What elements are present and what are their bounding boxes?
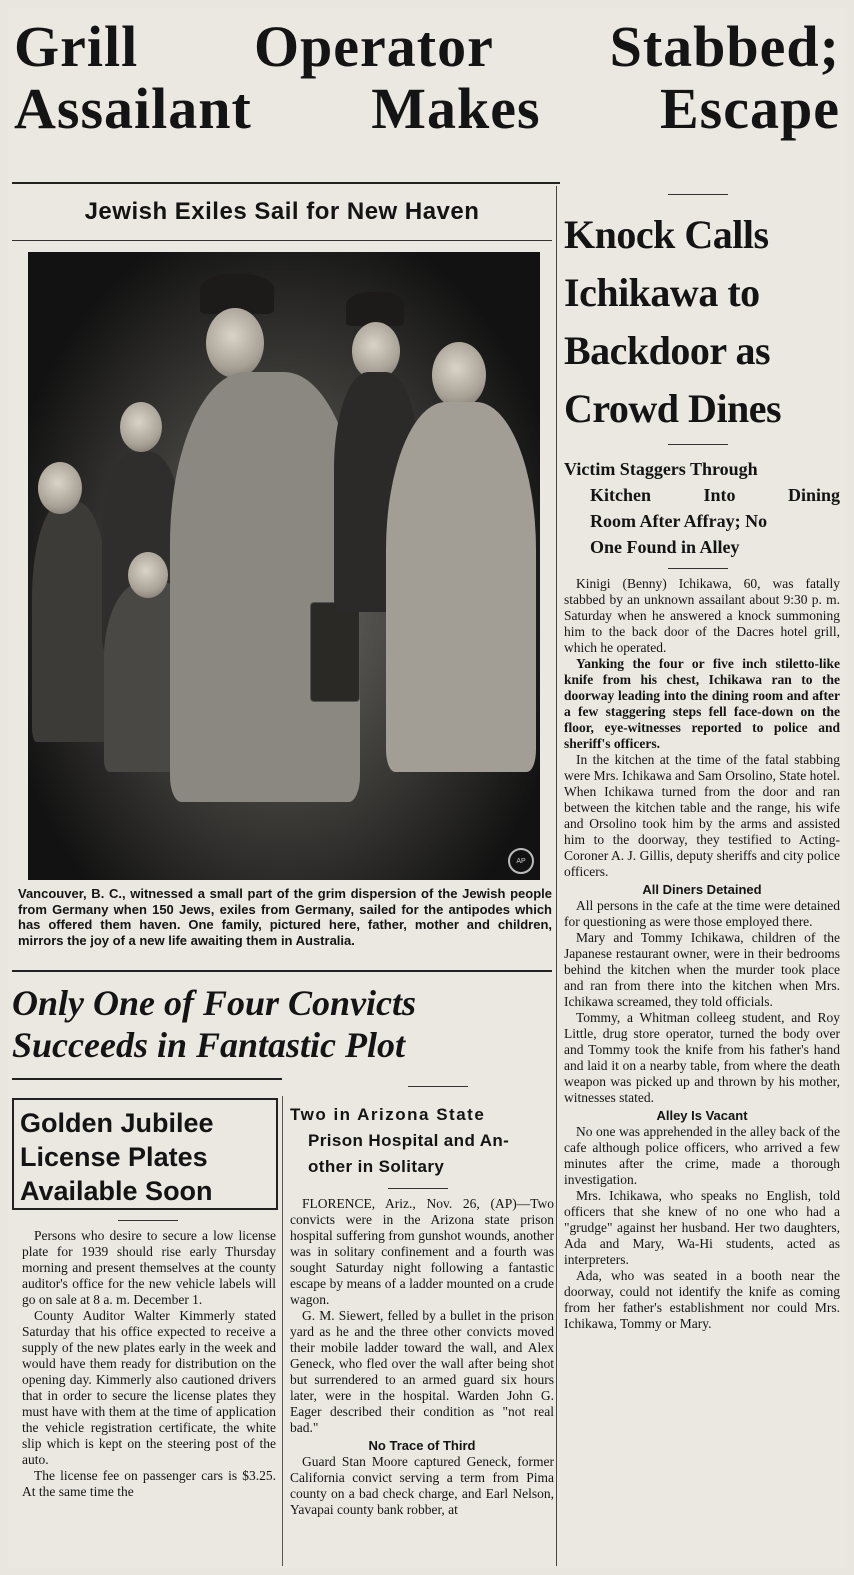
subheadline-line: One Found in Alley [590, 537, 740, 557]
photo-caption: Vancouver, B. C., witnessed a small part of the grim dispersion of the Jewish people from Germany when 150 Jews, exiles from Germany, sailed for the antipodes which has offered them haven. One family, pictured here, father, mother and children, mirrors the joy of a new life awaiting them in Australia. [18, 886, 552, 948]
arizona-headline-line: Prison Hospital and An- [308, 1131, 510, 1150]
headline-word: Assailant [14, 76, 252, 141]
subheadline-line: Room After Affray; No [590, 511, 768, 531]
jubilee-headline-line: License Plates [20, 1142, 208, 1172]
subhead: All Diners Detained [642, 882, 762, 897]
subhead: Alley Is Vacant [656, 1108, 748, 1123]
divider [668, 444, 728, 445]
paragraph: County Auditor Walter Kimmerly stated Saturday that his office expected to receive a supply of the new plates early in the week and would have them ready for distribution on the opening day. Kimmerly also cautioned drivers that in order to secure the license plates they must have with them at the time of application the vehicle registration certificate, the white slip which is kept on the steering post of the auto. [22, 1308, 276, 1467]
paragraph: Tommy, a Whitman colleeg student, and Roy Little, drug store operator, turned the body over and Tommy took the knife from his father's hand and laid it on a nearby table, from where the death weapon was picked up and thrown by his mother, witnesses stated. [564, 1010, 840, 1105]
jubilee-headline [20, 1106, 270, 1208]
paragraph: Kinigi (Benny) Ichikawa, 60, was fatally stabbed by an unknown assailant about 9:30 p. m. Saturday when he answered a knock summoning him to the back door of the Dacres hotel grill, which he operated. [564, 576, 840, 655]
headline-word: Operator [253, 14, 494, 79]
divider [118, 1220, 178, 1221]
divider [12, 970, 552, 972]
divider [12, 182, 560, 184]
paragraph: Mary and Tommy Ichikawa, children of the Japanese restaurant owner, were in their bedrooms behind the kitchen when the murder took place and ran from there into the kitchen when Mrs. Ichikawa screamed, they told officials. [564, 930, 840, 1009]
divider [408, 1086, 468, 1087]
arizona-headline [290, 1102, 554, 1180]
jubilee-headline-line: Golden Jubilee [20, 1108, 214, 1138]
knock-headline [564, 206, 846, 438]
paragraph: No one was apprehended in the alley back of the cafe although police officers, who arrived a few minutes after the crime, made a thorough investigation. [564, 1124, 840, 1187]
subheadline-word: Kitchen [590, 485, 651, 505]
subheadline-word: Dining [787, 485, 840, 505]
knock-headline-line: Knock Calls [564, 212, 769, 257]
divider [12, 240, 552, 241]
headline-word: Makes [371, 76, 541, 141]
divider [12, 1078, 282, 1080]
knock-subheadline [564, 456, 840, 560]
paragraph: Ada, who was seated in a booth near the doorway, could not identify the knife as coming from her father's establishment nor could Mrs. Ichikawa, Tommy or Mary. [564, 1268, 840, 1331]
knock-headline-line: Crowd Dines [564, 386, 782, 431]
subheadline-word: Into [703, 485, 736, 505]
divider [668, 568, 728, 569]
paragraph: Mrs. Ichikawa, who speaks no English, told officers that she knew of no one who had a "grudge" against her husband. Her two daughters, Ada and Mary, Wa-Hi students, acted as interpreters. [564, 1188, 840, 1267]
photo-title: Jewish Exiles Sail for New Haven [84, 198, 480, 225]
arizona-article-body [290, 1196, 554, 1518]
subhead: No Trace of Third [368, 1438, 476, 1453]
paragraph: Guard Stan Moore captured Geneck, former California convict serving a term from Pima county on a bad check charge, and Earl Nelson, Yavapai county bank robber, at [290, 1454, 554, 1517]
headline-word: Stabbed; [609, 14, 840, 79]
knock-article-body [564, 576, 840, 1332]
convicts-headline-line: Succeeds in Fantastic Plot [12, 1025, 406, 1065]
jubilee-article-body [22, 1228, 276, 1500]
family-photo [28, 252, 540, 880]
divider [668, 194, 728, 195]
paragraph: G. M. Siewert, felled by a bullet in the prison yard as he and the three other convicts moved their mobile ladder toward the wall, and Alex Geneck, who fled over the wall after being shot but surrendered to an armed guard six hours later, were in the hospital. Warden John G. Eager described their condition as "not real bad." [290, 1308, 554, 1435]
main-headline [8, 16, 846, 140]
convicts-headline-line: Only One of Four Convicts [12, 983, 417, 1023]
arizona-headline-line: other in Solitary [308, 1157, 445, 1176]
paragraph: In the kitchen at the time of the fatal stabbing were Mrs. Ichikawa and Sam Orsolino, State hotel. When Ichikawa turned from the door and ran between the kitchen table and the range, his wife and Orsolino took him by the arms and assisted him to the doorway, they testified to Acting-Coroner A. J. Gillis, deputy sheriffs and city police officers. [564, 752, 840, 879]
convicts-headline [12, 982, 552, 1066]
paragraph: Persons who desire to secure a low license plate for 1939 should rise early Thursday morning and present themselves at the county auditor's office for the new vehicle labels will go on sale at 8 a. m. December 1. [22, 1228, 276, 1307]
paragraph: FLORENCE, Ariz., Nov. 26, (AP)—Two convicts were in the Arizona state prison hospital suffering from gunshot wounds, another was in solitary confinement and a fourth was sought Saturday night following a fantastic escape by means of a ladder mounted on a crude wagon. [290, 1196, 554, 1307]
knock-headline-line: Ichikawa to [564, 270, 760, 315]
column-divider [282, 1096, 283, 1566]
newspaper-page [8, 8, 846, 1568]
divider [388, 1188, 448, 1189]
jubilee-headline-line: Available Soon [20, 1176, 213, 1206]
headline-word: Grill [14, 14, 139, 79]
subheadline-line: Victim Staggers Through [564, 459, 758, 479]
headline-word: Escape [660, 76, 840, 141]
paragraph: All persons in the cafe at the time were detained for questioning as were those employed there. [564, 898, 840, 929]
paragraph: The license fee on passenger cars is $3.25. At the same time the [22, 1468, 276, 1499]
column-divider [556, 186, 557, 1566]
wire-photo-logo-icon: AP [508, 848, 534, 874]
arizona-headline-line: Two in Arizona State [290, 1105, 486, 1124]
paragraph: Yanking the four or five inch stiletto-like knife from his chest, Ichikawa ran to the doorway leading into the dining room and after a few staggering steps fell face-down on the floor, eye-witnesses reported to police and sheriff's officers. [564, 656, 840, 751]
knock-headline-line: Backdoor as [564, 328, 771, 373]
